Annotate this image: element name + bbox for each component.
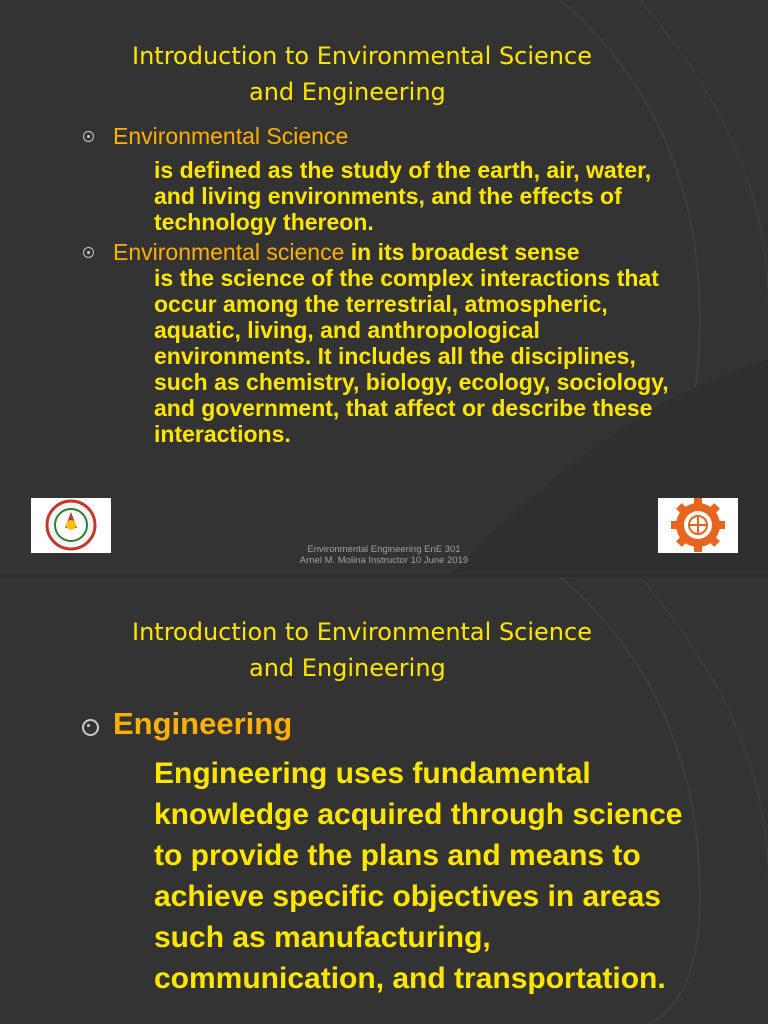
bullet-circle-icon [83, 131, 94, 142]
footer-line-1: Environmental Engineering EnE 301 [307, 544, 461, 555]
bullet-2-lead-text: in its broadest sense [344, 239, 580, 265]
bullet-term: Engineering [113, 706, 293, 741]
bullet-circle-icon [82, 719, 99, 736]
bullet-circle-icon [83, 247, 94, 258]
bullet-2-term: Environmental science [113, 239, 345, 265]
bullet-text: Engineering uses fundamental knowledge acquired through science to provide the plans and means to achieve specific objectives in areas such as manufacturing, communication, and transportation. [154, 757, 683, 995]
bullet-1-text: is defined as the study of the earth, air, water, and living environments, and the effects of technology thereon. [154, 157, 652, 235]
footer-line-2: Arnel M. Molina Instructor 10 June 2019 [299, 555, 469, 566]
title-line-1: Introduction to Environmental Science [132, 618, 592, 646]
slide-2 [0, 577, 768, 1024]
slide-1-footer [0, 544, 768, 566]
bullet-1-term: Environmental Science [113, 123, 349, 149]
title-line-1: Introduction to Environmental Science [132, 42, 592, 70]
bullet-2-lead [113, 239, 580, 266]
title-line-2: and Engineering [249, 654, 446, 682]
bullet-2-text: is the science of the complex interactions that occur among the terrestrial, atmospheric, aquatic, living, and anthropological environments. It includes all the disciplines, such as chemistry, biology, ecology, sociology, and government, that affect or describe these interactions. [154, 265, 669, 447]
title-line-2: and Engineering [249, 78, 446, 106]
